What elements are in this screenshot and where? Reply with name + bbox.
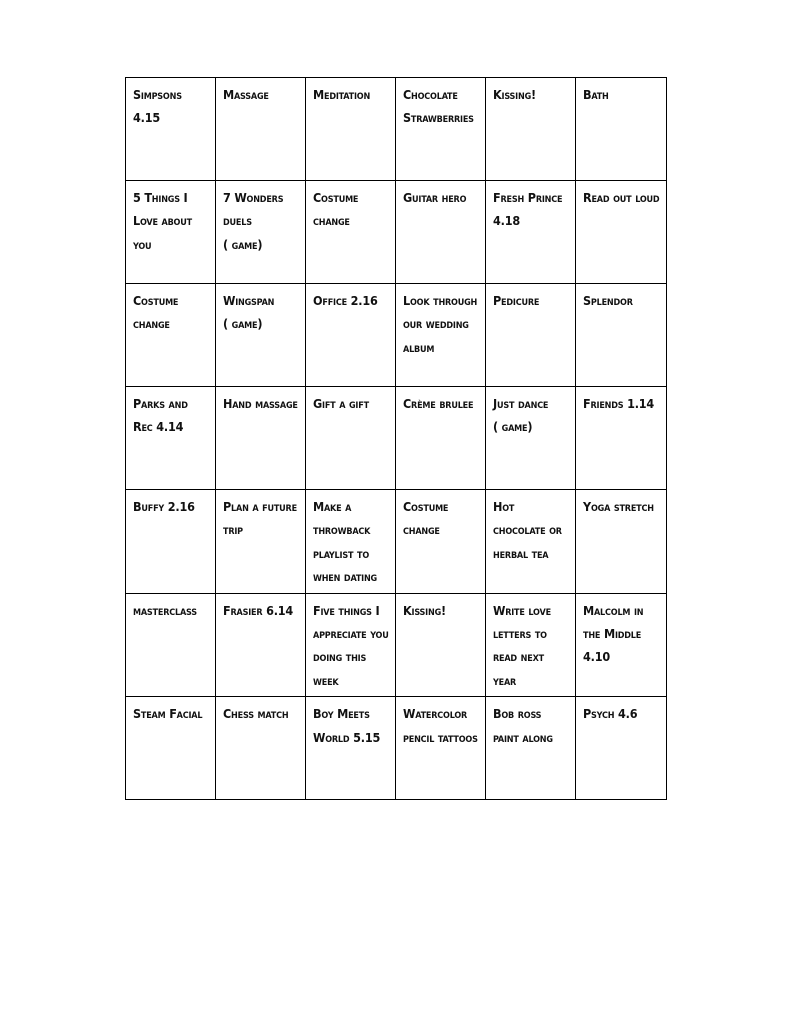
cell-text: Guitar hero xyxy=(403,190,467,205)
cell-text: Five things I appreciate you doing this week xyxy=(313,602,389,688)
cell-text: Bath xyxy=(583,87,609,102)
grid-cell xyxy=(306,593,396,697)
grid-row xyxy=(126,181,667,284)
cell-text: Gift a gift xyxy=(313,396,369,411)
grid-row xyxy=(126,78,667,181)
cell-text: Costume change xyxy=(313,190,359,229)
grid-cell xyxy=(486,387,576,490)
grid-cell xyxy=(216,697,306,800)
cell-text: Write love letters to read next year xyxy=(493,602,551,688)
cell-text: Plan a future trip xyxy=(223,499,297,538)
grid-row xyxy=(126,387,667,490)
cell-text: Pedicure xyxy=(493,293,540,308)
cell-text: Wingspan ( game) xyxy=(223,293,275,332)
cell-text: Crème brulee xyxy=(403,396,474,411)
cell-text: Hot chocolate or herbal tea xyxy=(493,499,562,561)
cell-text: Simpsons 4.15 xyxy=(133,87,182,126)
grid-cell xyxy=(216,78,306,181)
grid-row xyxy=(126,697,667,800)
grid-cell xyxy=(216,181,306,284)
grid-cell xyxy=(486,697,576,800)
cell-text: Meditation xyxy=(313,87,371,102)
cell-text: Just dance ( game) xyxy=(493,396,549,435)
grid-cell xyxy=(126,387,216,490)
cell-text: masterclass xyxy=(133,602,197,618)
cell-text: Malcolm in the Middle 4.10 xyxy=(583,602,644,665)
cell-text: Buffy 2.16 xyxy=(133,499,195,514)
grid-cell xyxy=(306,78,396,181)
grid-cell xyxy=(126,593,216,697)
grid-cell xyxy=(576,284,667,387)
grid-cell xyxy=(576,593,667,697)
cell-text: Read out loud xyxy=(583,190,660,205)
grid-cell xyxy=(486,284,576,387)
grid-cell xyxy=(306,387,396,490)
grid-cell xyxy=(396,697,486,800)
grid-cell xyxy=(306,697,396,800)
grid-cell xyxy=(216,593,306,697)
grid-cell xyxy=(126,284,216,387)
cell-text: Hand massage xyxy=(223,396,298,411)
cell-text: Kissing! xyxy=(403,602,446,618)
cell-text: Massage xyxy=(223,87,269,102)
grid-cell xyxy=(486,593,576,697)
cell-text: Friends 1.14 xyxy=(583,396,655,411)
grid-cell xyxy=(486,490,576,594)
grid-cell xyxy=(126,181,216,284)
cell-text: Make a throwback playlist to when dating xyxy=(313,499,377,585)
cell-text: Splendor xyxy=(583,293,633,308)
grid-cell xyxy=(306,181,396,284)
cell-text: Look through our wedding album xyxy=(403,293,478,355)
cell-text: Boy Meets World 5.15 xyxy=(313,706,381,745)
cell-text: Fresh Prince 4.18 xyxy=(493,190,563,229)
cell-text: Watercolor pencil tattoos xyxy=(403,706,478,745)
cell-text: Frasier 6.14 xyxy=(223,602,294,618)
grid-row xyxy=(126,284,667,387)
grid-cell xyxy=(576,387,667,490)
grid-row xyxy=(126,593,667,697)
grid-cell xyxy=(576,490,667,594)
grid-cell xyxy=(396,78,486,181)
grid-cell xyxy=(216,387,306,490)
cell-text: Kissing! xyxy=(493,87,536,102)
grid-cell xyxy=(126,697,216,800)
grid-cell xyxy=(306,490,396,594)
grid-cell xyxy=(396,593,486,697)
grid-cell xyxy=(576,181,667,284)
grid-cell xyxy=(486,78,576,181)
grid-cell xyxy=(216,284,306,387)
grid-cell xyxy=(126,78,216,181)
cell-text: Chocolate Strawberries xyxy=(403,87,474,126)
cell-text: Parks and Rec 4.14 xyxy=(133,396,188,435)
grid-cell xyxy=(576,78,667,181)
cell-text: 5 Things I Love about you xyxy=(133,190,192,252)
cell-text: Yoga stretch xyxy=(583,499,654,514)
grid-cell xyxy=(216,490,306,594)
cell-text: Steam Facial xyxy=(133,706,203,722)
grid-cell xyxy=(396,284,486,387)
activity-grid-table xyxy=(125,77,667,800)
cell-text: Bob ross paint along xyxy=(493,706,553,745)
grid-cell xyxy=(396,181,486,284)
cell-text: Costume change xyxy=(403,499,449,538)
grid-cell xyxy=(126,490,216,594)
cell-text: Psych 4.6 xyxy=(583,706,638,722)
grid-cell xyxy=(396,387,486,490)
grid-cell xyxy=(486,181,576,284)
cell-text: Office 2.16 xyxy=(313,293,378,308)
cell-text: Chess match xyxy=(223,706,289,722)
grid-cell xyxy=(396,490,486,594)
cell-text: 7 Wonders duels ( game) xyxy=(223,190,284,252)
grid-row xyxy=(126,490,667,594)
grid-cell xyxy=(576,697,667,800)
grid-cell xyxy=(306,284,396,387)
cell-text: Costume change xyxy=(133,293,179,332)
